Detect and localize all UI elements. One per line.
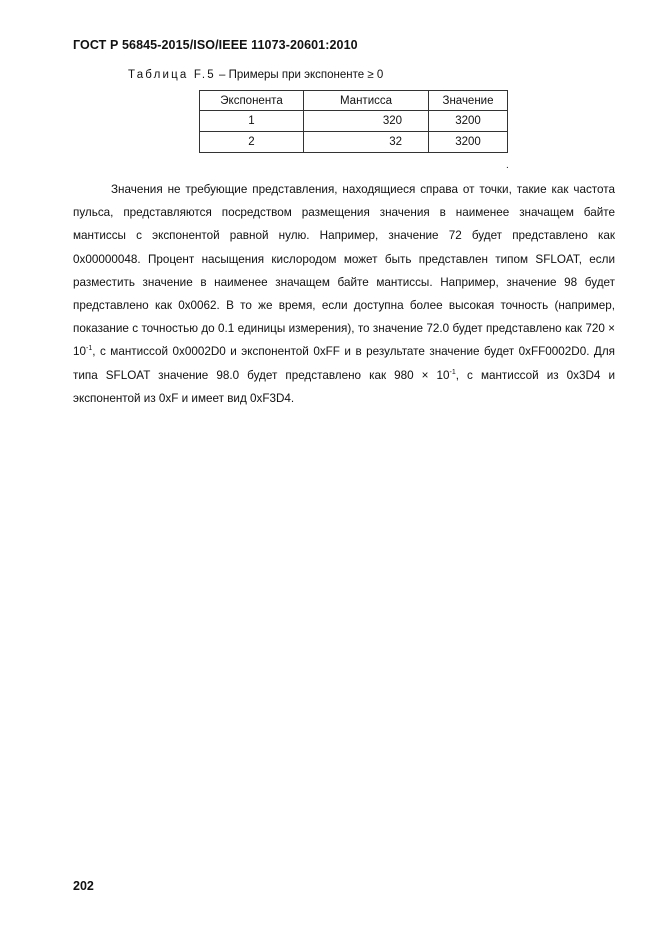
table-header-row xyxy=(200,91,508,111)
table-caption-text: – Примеры при экспоненте ≥ 0 xyxy=(215,69,384,81)
column-header-exponent: Экспонента xyxy=(200,91,304,111)
cell-value: 3200 xyxy=(429,132,508,153)
table-row xyxy=(200,111,508,132)
page-number: 202 xyxy=(73,879,94,893)
column-header-mantissa: Мантисса xyxy=(304,91,429,111)
examples-table xyxy=(199,90,508,153)
cell-exponent: 1 xyxy=(200,111,304,132)
document-header: ГОСТ Р 56845-2015/ISO/IEEE 11073-20601:2010 xyxy=(73,38,358,52)
cell-value: 3200 xyxy=(429,111,508,132)
paragraph-part-2: , с мантиссой 0x0002D0 и экспонентой 0xFF и в результате значение будет 0xFF0002D0. Для типа SFLOAT значение 98.0 будет представлено как 980 × 10 xyxy=(73,345,615,382)
table-caption-label: Таблица F.5 xyxy=(128,69,216,81)
table-row xyxy=(200,132,508,153)
paragraph xyxy=(73,178,615,410)
superscript-exponent-2: -1 xyxy=(449,368,456,376)
cell-mantissa: 320 xyxy=(304,111,429,132)
stray-mark: . xyxy=(506,160,509,171)
body-text xyxy=(73,178,615,410)
superscript-exponent-1: -1 xyxy=(86,345,93,353)
cell-mantissa: 32 xyxy=(304,132,429,153)
cell-exponent: 2 xyxy=(200,132,304,153)
column-header-value: Значение xyxy=(429,91,508,111)
table-caption xyxy=(128,69,383,81)
paragraph-part-3: , с мантиссой из 0x3D4 и экспонентой из 0xF и имеет вид 0xF3D4. xyxy=(73,368,615,405)
paragraph-part-1: Значения не требующие представления, находящиеся справа от точки, такие как частота пульса, представляются посредством размещения значения в наименее значащем байте мантиссы с экспонентой равной нулю. Например, значение 72 будет представлено как 0x00000048. Процент насыщения кислородом может быть представлен типом SFLOAT, если разместить значение в наименее значащем байте мантиссы. Например, значение 98 будет представлено как 0x0062. В то же время, если доступна более высокая точность (например, показание с точностью до 0.1 единицы измерения), то значение 72.0 будет представлено как 720 × 10 xyxy=(73,183,615,359)
